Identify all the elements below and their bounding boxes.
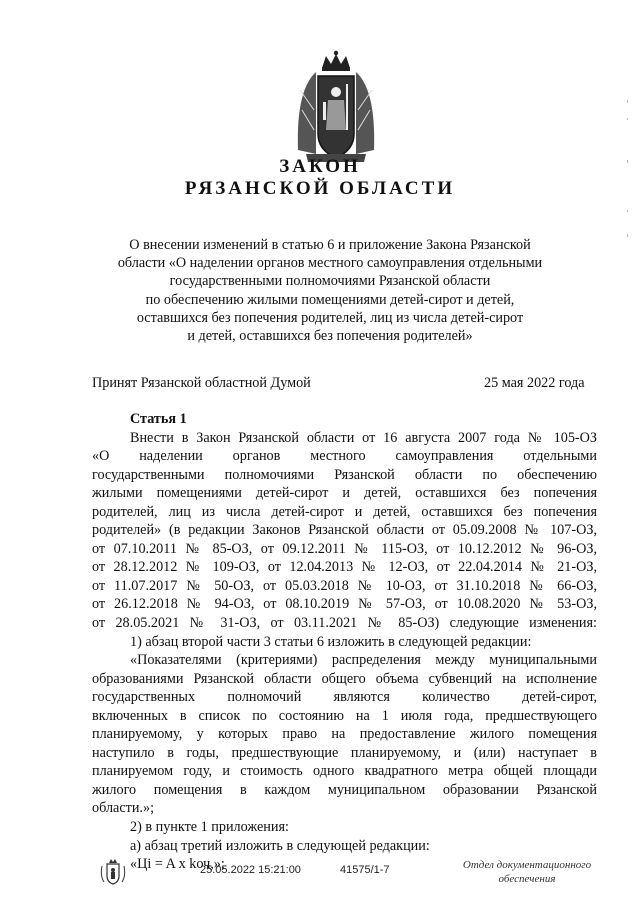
body-line: жилыми помещениями детей-сирот и детей, оставшихся без попечения	[92, 485, 597, 502]
law-subject	[60, 236, 600, 345]
body-line: Внести в Закон Рязанской области от 16 августа 2007 года № 105-ОЗ	[130, 429, 597, 446]
body-line: планируемом году, и стоимость одного квадратного метра общей площади	[92, 763, 597, 780]
subject-line: государственными полномочиями Рязанской области	[169, 273, 491, 290]
coat-of-arms-emblem	[286, 50, 386, 170]
body-line: «О наделении органов местного самоуправления отдельными	[92, 448, 597, 465]
article-heading: Статья 1	[130, 411, 187, 427]
subject-line: по обеспечению жилыми помещениями детей-сирот и детей,	[145, 291, 515, 308]
body-line: «Показателями (критериями) распределения между муниципальными	[130, 652, 597, 669]
body-line: от 26.12.2018 № 94-ОЗ, от 08.10.2019 № 57-ОЗ, от 10.08.2020 № 53-ОЗ,	[92, 596, 597, 613]
subject-line: оставшихся без попечения родителей, лиц из числа детей-сирот	[136, 309, 524, 326]
body-line: от 07.10.2011 № 85-ОЗ, от 09.12.2011 № 115-ОЗ, от 10.12.2012 № 96-ОЗ,	[92, 540, 597, 557]
stamp-line: обеспечения	[498, 873, 556, 885]
subject-line: области «О наделении органов местного самоуправления отдельными	[117, 255, 543, 272]
small-emblem-icon	[100, 858, 126, 886]
law-title-line2: РЯЗАНСКОЙ ОБЛАСТИ	[184, 178, 456, 199]
subject-line: и детей, оставшихся без попечения родителей»	[187, 328, 473, 345]
body-line: области.»;	[92, 800, 155, 817]
body-line: включенных в список по состоянию на 1 июля года, предшествующего	[92, 707, 597, 724]
footer-timestamp: 25.05.2022 15:21:00	[200, 864, 301, 876]
body-line: родителей, лиц из числа детей-сирот и детей, оставшихся без попечения	[92, 503, 597, 520]
body-line: от 28.05.2021 № 31-ОЗ, от 03.11.2021 № 85-ОЗ) следующие изменения:	[92, 615, 597, 632]
body-line: государственных полномочий являются количество детей-сирот,	[92, 689, 597, 706]
adopted-date: 25 мая 2022 года	[484, 375, 585, 391]
body-line: 2) в пункте 1 приложения:	[130, 819, 289, 836]
body-line: планируемому, у которых право на предоставление жилого помещения	[92, 726, 597, 743]
law-body	[92, 410, 597, 874]
body-line: родителей» (в редакции Законов Рязанской области от 05.09.2008 № 107-ОЗ,	[92, 522, 597, 539]
body-line: от 28.12.2012 № 109-ОЗ, от 12.04.2013 № 12-ОЗ, от 22.04.2014 № 21-ОЗ,	[92, 559, 597, 576]
law-title-line1: ЗАКОН	[279, 156, 361, 177]
subject-line: О внесении изменений в статью 6 и приложение Закона Рязанской	[129, 237, 531, 253]
body-line: наступило в годы, предшествующие планируемому, и (или) наступает в	[92, 744, 597, 761]
body-line: а) абзац третий изложить в следующей редакции:	[130, 837, 430, 854]
adopted-by: Принят Рязанской областной Думой	[92, 375, 311, 391]
scan-margin-marks	[626, 100, 630, 240]
formula-line: «Цi = A x kоч,»;	[130, 856, 225, 873]
stamp-line: Отдел документационного	[462, 859, 592, 871]
body-line: от 11.07.2017 № 50-ОЗ, от 05.03.2018 № 10-ОЗ, от 31.10.2018 № 66-ОЗ,	[92, 577, 597, 594]
footer-doc-number: 41575/1-7	[340, 864, 390, 876]
body-line: государственными полномочиями Рязанской области по обеспечению	[92, 466, 597, 483]
department-stamp	[452, 858, 602, 886]
body-line: жилого помещения в каждом муниципальном образовании Рязанской	[92, 781, 597, 798]
body-line: 1) абзац второй части 3 статьи 6 изложить в следующей редакции:	[130, 633, 532, 650]
body-line: образованиями Рязанской области общего объема субвенций на исполнение	[92, 670, 597, 687]
